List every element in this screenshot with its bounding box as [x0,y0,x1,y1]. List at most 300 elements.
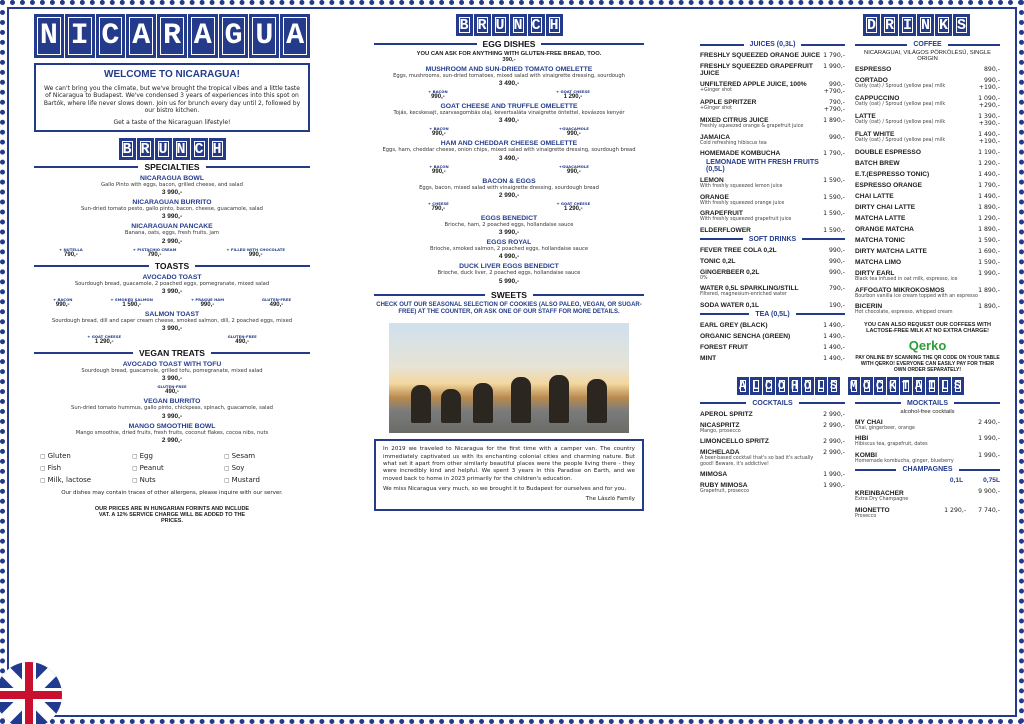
addon-label: + BACON [428,89,448,95]
addon-price: 790,- [431,205,446,212]
addon [429,126,449,137]
section-rule [34,162,310,172]
drink-text [855,131,945,144]
menu-item [374,66,644,100]
drink-price-box [984,66,1000,73]
drink-name: BATCH BREW [855,160,900,167]
drink-name: ESPRESSO [855,66,892,73]
drink-price: 990,- [828,81,845,88]
drink-price-box [823,210,845,217]
drink-text [855,237,905,244]
drink-description: Filtered, magnesium-enriched water [700,292,787,298]
drink-text [700,210,791,223]
menu-item [34,223,310,257]
drink-price-box [978,419,1000,426]
drink-description: Grapefruit, prosecco [700,489,750,495]
item-addons [34,297,310,308]
title-letter-tile: B [119,138,136,160]
addon-price: 1 290,- [94,339,114,346]
drink-price: 1 690,- [978,248,1000,255]
drink-item [700,99,845,113]
drink-item [855,435,1000,448]
drink-name: TONIC 0,2L [700,257,736,265]
title-letter-tile: N [173,138,190,160]
item-name: SALMON TOAST [144,310,200,318]
title-letter-tile: S [828,377,840,395]
drink-text [855,66,891,73]
drink-item [855,287,1000,300]
drink-item [855,131,1000,145]
drinks-right [855,39,1000,373]
drink-item [700,482,845,495]
welcome-heading: WELCOME TO NICARAGUA! [104,69,240,80]
item-addons [34,334,310,345]
drink-price-box [823,150,845,157]
menu-item [374,178,644,212]
drink-text [700,471,727,478]
section-rule [700,236,845,243]
drink-description: Prosecco [855,513,877,519]
drink-text [855,149,921,156]
mocktails-subheading: alcohol-free cocktails [900,408,955,415]
title-letter-tile: C [763,377,775,395]
drink-extra-price: +190,- [978,138,1000,145]
drink-item [855,171,1000,178]
drink-name: MIONETTO [855,506,890,514]
item-description: Sun-dried tomato hummus, gallo pinto, chickpeas, spinach, guacamole, salad [71,405,273,412]
drink-price-box [978,95,1000,109]
drink-price: 1 790,- [823,150,845,158]
drink-description: Oatly (oat) / Sproud (yellow pea) milk [855,102,946,107]
drink-item [855,270,1000,283]
welcome-box [34,63,310,132]
drink-price-box [979,77,1000,91]
item-description: Sourdough bread, dill and caper cream cheese, smoked salmon, dill, 2 poached eggs, mixed [51,317,293,324]
drink-text [855,160,900,167]
drink-text [855,204,915,211]
item-addons [374,126,644,137]
drink-text [700,247,777,254]
drink-item [855,95,1000,109]
drink-text [855,419,915,432]
drink-text [855,113,945,126]
title-letter-tile: N [510,14,527,36]
title-letter-tile: O [776,377,788,395]
brunch-title [34,138,310,160]
addon-label: + BACON [429,126,449,132]
uk-flag-icon[interactable] [0,662,62,724]
drink-price-box [978,160,1000,167]
drink-name: LATTE [855,113,876,120]
addon-price: 790,- [64,251,78,258]
drink-extra-price: +790,- [823,88,845,95]
coffee-heading: COFFEE [913,41,942,48]
item-price: 3 490,- [498,80,520,88]
title-letter-tile: K [935,14,952,36]
drink-price-box [823,117,845,124]
item-description: Gallo Pinto with eggs, bacon, grilled cheese, and salad [101,182,243,188]
mocktails-heading: MOCKTAILS [906,399,949,407]
drink-description: Oatly (oat) / Sproud (yellow pea) milk [855,138,946,143]
drink-item [855,259,1000,266]
drink-text [700,150,780,157]
drink-price-box [823,411,845,418]
drink-name: FRESHLY SQUEEZED ORANGE JUICE [700,52,821,59]
gluten-free-price: 390,- [502,57,516,63]
addon-label: +GUACAMOLE [558,126,589,132]
drink-price: 1 590,- [823,226,845,234]
title-letter-tile: N [917,14,934,36]
item-addons [374,164,644,175]
section-rule [34,261,310,271]
qerko-text: PAY ONLINE BY SCANNING THE QR CODE ON YOUR TABLE WITH QERKO! EVERYONE CAN EASILY PAY FOR THEIR OWN ORDER SEPARATELY! [855,354,1000,373]
item-addons [374,201,644,212]
drink-prices [944,507,1000,514]
section-rule [700,311,845,318]
drink-text [855,226,914,233]
item-price: 4 990,- [498,253,520,261]
drink-name: CAPPUCCINO [855,95,900,102]
drink-text [855,248,927,255]
drink-name: HOMEMADE KOMBUCHA [700,150,781,158]
menu-item [34,175,310,196]
drink-price-box [823,344,845,351]
drink-text [700,449,823,467]
item-price: 3 990,- [161,375,183,383]
title-letter-tile: R [881,14,898,36]
drink-description: 0% [700,275,708,281]
drink-price-box [978,215,1000,222]
addon-price: 1 590,- [122,301,141,308]
item-description: Mango smoothie, dried fruits, fresh fruits, coconut flakes, cocoa nibs, nuts [75,429,269,436]
item-name: NICARAGUAN BURRITO [132,199,212,207]
addon [87,334,121,345]
drink-name: DOUBLE ESPRESSO [855,149,921,156]
drink-item [700,438,845,445]
coffee-note: YOU CAN ALSO REQUEST OUR COFFEES WITH LACTOSE-FREE MILK AT NO EXTRA CHARGE! [864,321,991,334]
addon [53,297,73,308]
item-name: BACON & EGGS [482,177,536,185]
drink-text [855,95,945,108]
price-note: OUR PRICES ARE IN HUNGARIAN FORINTS AND INCLUDE VAT. A 12% SERVICE CHARGE WILL BE ADDED TO THE PRICES. [94,505,250,524]
item-name: AVOCADO TOAST [142,273,202,281]
drink-description: Hibiscus tea, grapefruit, dates [855,442,928,448]
item-description: Brioche, smoked salmon, 2 poached eggs, hollandaise sauce [429,246,589,253]
item-name: GOAT CHEESE AND TRUFFLE OMELETTE [440,103,578,111]
addon-price: 990,- [567,131,581,138]
drink-price-box [824,99,845,113]
item-name: HAM AND CHEDDAR CHEESE OMELETTE [440,140,578,148]
drink-text [700,302,759,309]
vegan-heading: VEGAN TREATS [139,348,205,359]
drink-text [855,259,901,266]
addon [556,201,590,212]
allergen-legend [40,452,310,484]
drink-price-box [978,182,1000,189]
drink-text [700,177,782,190]
item-price: 3 990,- [498,229,520,237]
drink-name: MIXED CITRUS JUICE [700,117,769,124]
drink-text [700,81,807,94]
welcome-text: We can't bring you the climate, but we've brought the tropical vibes and a little taste of Nicaragua to Budapest. We've condensed 3 years of experiences into this spot on Bartók, where life never slows down. Join us for brunch every day until 2, followed by our bistro kitchen. [43,84,301,114]
title-letter-tile: D [863,14,880,36]
drink-name: MATCHA LIMO [855,259,902,266]
item-price: 3 990,- [161,325,183,333]
drink-price: 1 390,- [978,113,1000,120]
drink-price-box [978,270,1000,277]
menu-item [34,199,310,220]
title-letter-tile: A [913,377,925,395]
drink-item [700,344,845,351]
item-price: 3 490,- [498,154,520,162]
item-addons [34,384,310,395]
addon-label: + PISTACHIO CREAM [132,246,177,252]
drink-item [700,355,845,362]
allergen-item: ▢ Gluten [40,452,126,460]
title-letter-tile: A [126,14,156,58]
addon-label: GLUTEN-FREE [157,384,187,390]
column-left [34,14,310,710]
section-rule [700,159,845,173]
title-letter-tile: C [874,377,886,395]
drink-item [700,247,845,254]
drink-price: 990,- [828,246,845,254]
drink-price: 1 890,- [978,204,1000,211]
drink-price-box [978,204,1000,211]
drink-text [855,77,945,90]
qerko-logo: Qerko [908,337,947,353]
title-letter-tile: A [737,377,749,395]
title-letter-tile: N [34,14,64,58]
drink-text [700,227,751,234]
drink-item [700,422,845,435]
drink-name: HIBI [855,435,869,443]
champagne-columns [855,477,1000,484]
allergen-item: ▢ Soy [224,464,310,472]
drink-text [855,182,922,189]
addon-label: + FILLED WITH CHOCOLATE [226,246,285,252]
welcome-cta: Get a taste of the Nicaraguan lifestyle! [113,118,231,126]
drink-name: GINGERBEER 0,2L [700,268,760,276]
drink-text [855,435,928,448]
title-letter-tile: I [899,14,916,36]
soft-heading: SOFT DRINKS [748,235,797,243]
addon [133,247,177,258]
item-price: 3 990,- [161,412,183,420]
title-letter-tile: I [65,14,95,58]
addon [226,247,285,258]
addon-label: + SMOKED SALMON [110,296,153,302]
drink-price-box [823,438,845,445]
drink-description: Oatly (oat) / Sproud (yellow pea) milk [855,120,946,125]
column-middle [374,14,644,710]
gluten-free-note: YOU CAN ASK FOR ANYTHING WITH GLUTEN-FREE BREAD, TOO. [416,51,602,57]
item-description: Brioche, duck liver, 2 poached eggs, hollandaise sauce [437,270,581,277]
section-rule [700,400,845,407]
drink-description: With freshly squeezed grapefruit juice [700,217,792,223]
drink-price-box [824,81,845,95]
drink-item [700,285,845,298]
item-addons [374,89,644,100]
drink-name: GRAPEFRUIT [700,210,743,218]
drink-text [700,422,741,435]
drink-price-box [829,285,845,292]
drink-name: ELDERFLOWER [700,226,751,234]
drink-item [855,193,1000,200]
item-description: Eggs, bacon, mixed salad with vinaigrette dressing, sourdough bread [419,184,599,191]
item-description: Eggs, ham, cheddar cheese, onion chips, mixed salad with vinaigrette dressing, sourdough bread [382,147,636,154]
drink-name: RUBY MIMOSA [700,482,748,490]
drink-price: 2 990,- [823,449,845,457]
drink-price-box [823,449,845,456]
drink-price-box [823,482,845,489]
drink-text [700,411,753,418]
drink-item [855,248,1000,255]
addon-label: + GOAT CHEESE [87,334,122,340]
drink-price: 2 990,- [823,421,845,429]
menu-item [374,140,644,174]
item-price: 3 990,- [161,287,183,295]
drink-item [855,160,1000,167]
champagne-item [855,507,1000,520]
drink-text [855,287,978,300]
drink-name: ORGANIC SENCHA (GREEN) [700,332,791,340]
title-letter-tile: H [546,14,563,36]
drink-price: 1 890,- [978,303,1000,311]
alcohols-left [700,398,845,520]
addon-label: + NUTELLA [59,246,83,252]
drink-price: 1 990,- [978,435,1000,443]
drink-name: EARL GREY (BLACK) [700,321,768,329]
addon-price: 990,- [432,131,446,138]
addon-label: + CHEESE [427,200,449,206]
drink-price: 1 790,- [978,182,1000,189]
drink-price: 1 790,- [823,52,845,59]
drink-description: Freshly squeezed orange & grapefruit juice [700,124,804,129]
drink-item [855,419,1000,432]
drink-text [855,171,929,178]
drink-name: FEVER TREE COLA 0,2L [700,246,777,254]
item-name: DUCK LIVER EGGS BENEDICT [459,263,559,271]
drink-price: 990,- [828,133,845,141]
drink-name: DIRTY EARL [855,270,895,277]
drink-item [700,258,845,265]
drink-price-box [823,63,845,70]
egg-dishes-heading: EGG DISHES [482,39,536,49]
drink-price: 990,- [828,257,845,265]
drink-name: LEMON [700,177,724,185]
drink-description: Hot chocolate, espresso, whipped cream [855,310,953,316]
drink-name: MINT [700,354,717,362]
addon-price: 790,- [147,251,162,258]
title-letter-tile: A [188,14,218,58]
drink-name: MY CHAI [855,418,883,426]
drink-price: 1 890,- [823,117,845,124]
drink-extra-price: +790,- [823,106,845,113]
drink-price: 1 490,- [823,343,845,351]
drink-price: 1 490,- [823,321,845,329]
drink-extra-price: +390,- [978,120,1000,127]
item-name: EGGS BENEDICT [480,214,538,222]
drink-item [700,177,845,190]
drink-name: ORANGE [700,193,729,201]
item-price: 3 490,- [498,117,520,125]
drink-item [700,52,845,59]
drink-item [855,77,1000,91]
section-rule [34,348,310,358]
allergen-note: Our dishes may contain traces of other allergens, please inquire with our server. [61,489,283,496]
drink-item [855,113,1000,127]
drink-description: Cold refreshing hibiscus tea [700,140,767,146]
drink-text [700,117,803,130]
addon-price: 990,- [567,168,581,175]
drink-price: 790,- [828,285,845,293]
drink-name: CHAI LATTE [855,193,894,200]
drink-name: LIMONCELLO SPRITZ [700,438,769,446]
drink-item [700,134,845,147]
drink-price: 1 490,- [823,332,845,340]
drink-price: 1 890,- [978,286,1000,294]
tea-heading: TEA (0,5L) [755,310,790,318]
drink-price-box [978,171,1000,178]
family-photo [389,323,629,433]
item-description: Banana, oats, eggs, fresh fruits, jam [124,230,220,237]
drink-price: 1 290,- [978,215,1000,222]
drink-item [855,237,1000,244]
menu-item [374,103,644,137]
item-description: Brioche, ham, 2 poached eggs, hollandaise sauce [444,221,574,228]
drink-text [700,99,756,112]
drink-price-box [823,52,845,59]
drink-item [855,215,1000,222]
title-letter-tile: C [191,138,208,160]
drink-price: 1 190,- [978,149,1000,156]
drink-text [855,452,954,465]
allergen-item: ▢ Peanut [132,464,218,472]
alcohols-mocktails-title [700,377,1000,395]
menu-item [34,274,310,308]
drink-name: MATCHA LATTE [855,215,906,222]
item-name: MANGO SMOOTHIE BOWL [128,422,216,430]
title-letter-tile: S [952,377,964,395]
drink-description: Chai, gingerbeer, orange [855,425,915,431]
drink-text [700,322,768,329]
drink-name: MICHELADA [700,449,740,457]
drink-name: FRESHLY SQUEEZED GRAPEFRUIT JUICE [700,63,813,77]
drink-extra-price: +290,- [978,102,1000,109]
item-description: Sourdough bread, guacamole, grilled tofu, pomegranate, mixed salad [81,368,263,375]
drink-description: Extra Dry Champagne [855,497,909,503]
drink-item [700,117,845,130]
drink-price-box [829,258,845,265]
drink-price-box [823,355,845,362]
drink-description: Oatly (oat) / Sproud (yellow pea) milk [855,84,946,89]
drink-price: 1 890,- [978,226,1000,233]
drink-item [700,63,845,77]
title-letter-tile: U [492,14,509,36]
item-description: Eggs, mushrooms, sun-dried tomatoes, mixed salad with vinaigrette dressing, sourdough [393,73,625,79]
addon [559,164,589,175]
menu-item [34,361,310,395]
allergen-item: ▢ Nuts [132,476,218,484]
allergen-item: ▢ Sesam [224,452,310,460]
drink-item [855,226,1000,233]
drink-price-box [978,303,1000,310]
drink-description: +Ginger shot [700,88,732,93]
title-letter-tile: H [209,138,226,160]
drink-item [700,322,845,329]
section-rule [855,400,1000,407]
